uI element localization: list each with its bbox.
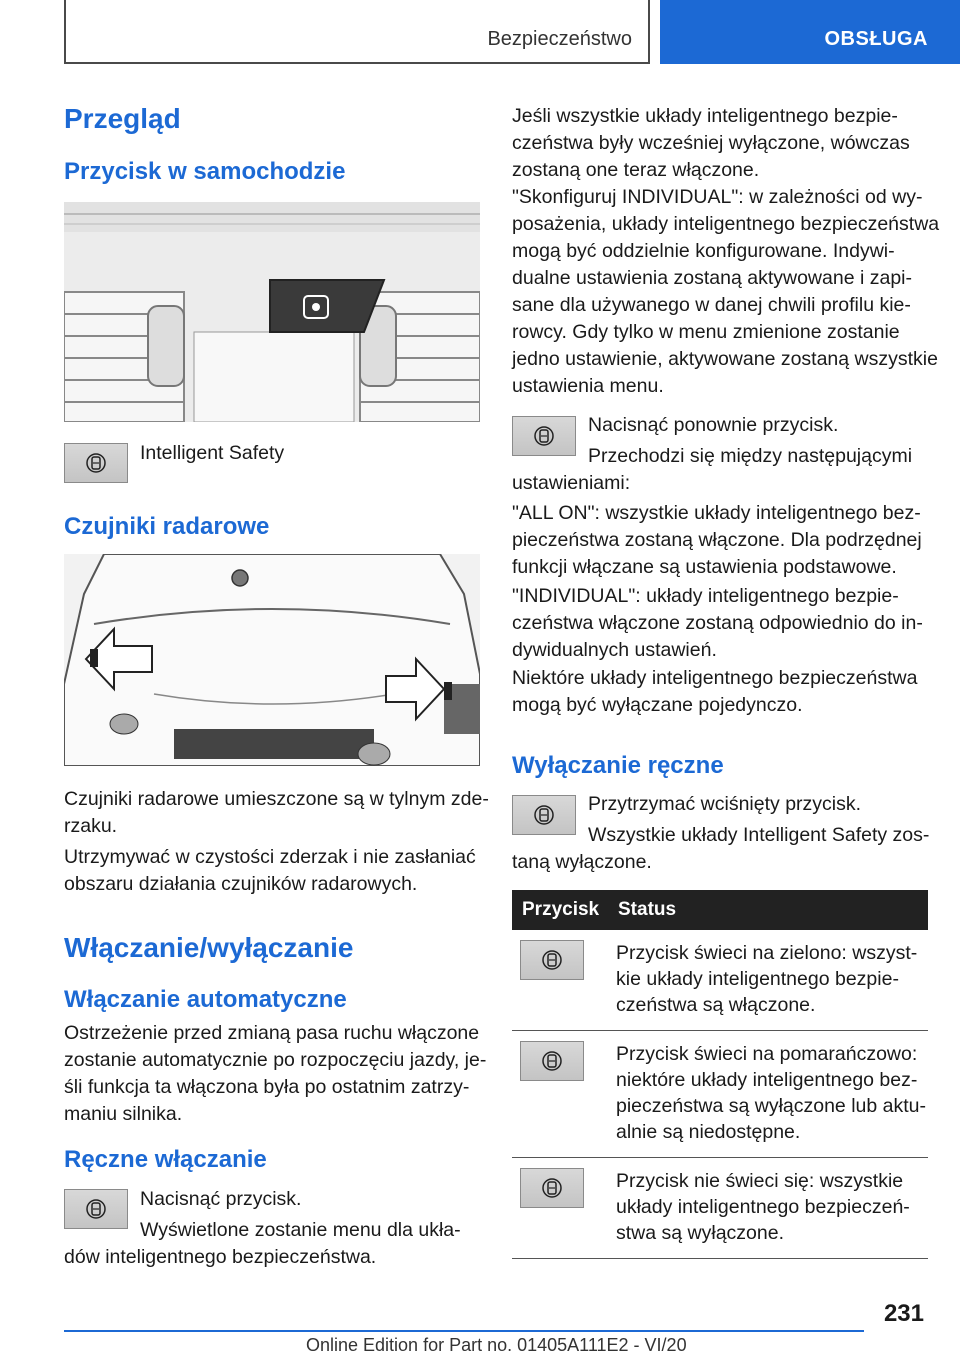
footer-edition: Online Edition for Part no. 01405A111E2 - VI/20: [306, 1335, 687, 1355]
cycles-text-1: Przechodzi się między następującymi: [588, 445, 913, 467]
press-again-text: Nacisnąć ponownie przycisk.: [588, 414, 839, 436]
footer-divider: [64, 1330, 864, 1332]
button-green-icon: [520, 940, 584, 980]
chapter-tab: [660, 0, 960, 64]
table-row: [512, 1031, 928, 1158]
intelligent-safety-icon: [534, 805, 554, 825]
intelligent-safety-icon: [534, 426, 554, 446]
page-title: Przegląd: [64, 103, 181, 134]
status-table: [512, 890, 928, 1259]
all-off-text-1: Wszystkie układy Intelligent Safety zos-: [588, 824, 930, 846]
right-paragraph-1: Jeśli wszystkie układy inteligentnego bezpie- czeństwa były wcześniej wyłączone, wówczas zostaną one teraz włączone.: [512, 105, 910, 181]
table-header-row: [512, 890, 928, 930]
radar-paragraph-2: Utrzymywać w czystości zderzak i nie zasłaniać obszaru działania czujników radarowych.: [64, 846, 476, 895]
heading-manual-on: Ręczne włączanie: [64, 1146, 267, 1173]
intelligent-safety-icon: [86, 1199, 106, 1219]
col-header-status: Status: [616, 890, 928, 930]
header-left-box: [64, 0, 650, 64]
press-again-button-icon: [512, 416, 576, 456]
status-cell: Przycisk świeci na zielono: wszyst- kie układy inteligentnego bezpie- czeństwa są włączone.: [616, 930, 928, 1031]
rear-bumper-image: [64, 554, 480, 766]
section-title: Bezpieczeństwo: [487, 28, 632, 50]
car-rear-illustration: [64, 554, 480, 766]
table-row: [512, 930, 928, 1031]
chapter-title: OBSŁUGA: [824, 28, 928, 50]
intelligent-safety-icon: [542, 1178, 562, 1198]
intelligent-safety-icon: [86, 453, 106, 473]
manual-off-button-icon: [512, 795, 576, 835]
intelligent-safety-button-icon: [64, 443, 128, 483]
heading-radar-sensors: Czujniki radarowe: [64, 513, 270, 540]
dashboard-button-image: [64, 202, 480, 422]
button-orange-icon: [520, 1041, 584, 1081]
all-off-text-2: taną wyłączone.: [512, 851, 652, 873]
button-off-icon: [520, 1168, 584, 1208]
hold-text: Przytrzymać wciśnięty przycisk.: [588, 793, 862, 815]
table-row: [512, 1158, 928, 1259]
col-header-button: Przycisk: [512, 890, 616, 930]
intelligent-safety-icon: [542, 950, 562, 970]
auto-paragraph: Ostrzeżenie przed zmianą pasa ruchu włączone zostanie automatycznie po rozpoczęciu jazdy, je- śli funkcja ta włączona była po ostatnim zatrzy- maniu silnika.: [64, 1022, 487, 1125]
intelligent-safety-icon: [542, 1051, 562, 1071]
status-cell: Przycisk nie świeci się: wszystkie układy inteligentnego bezpieczeń- stwa są wyłączone.: [616, 1158, 928, 1259]
manual-press-text: Nacisnąć przycisk.: [140, 1188, 302, 1210]
status-cell: Przycisk świeci na pomarańczowo: niektóre układy inteligentnego bez- pieczeństwa są wyłączone lub aktu- alnie są niedostępne.: [616, 1031, 928, 1158]
heading-auto-on: Włączanie automatyczne: [64, 986, 347, 1013]
manual-on-button-icon: [64, 1189, 128, 1229]
manual-menu-text-1: Wyświetlone zostanie menu dla ukła-: [140, 1219, 461, 1241]
cycles-text-2: ustawieniami:: [512, 472, 631, 494]
heading-button-in-car: Przycisk w samochodzie: [64, 158, 346, 185]
heading-on-off: Włączanie/wyłączanie: [64, 932, 354, 963]
radar-paragraph-1: Czujniki radarowe umieszczone są w tylnym zde- rzaku.: [64, 788, 489, 837]
page-number: 231: [883, 1300, 924, 1327]
icon-caption: Intelligent Safety: [140, 442, 285, 464]
right-paragraph-2: "Skonfiguruj INDIVIDUAL": w zależności od wy- posażenia, układy inteligentnego bezpieczeństwa mogą być oddzielnie konfigurowane. Indywi- dualne ustawienia zostaną aktywowane i zapi- sane dla używanego w danej chwili profilu kie- rowcy. Gdy tylko w menu zmienione zostanie jedno ustawienie, aktywowane zostaną wszystkie ustawienia menu.: [512, 186, 940, 397]
all-on-paragraph: "ALL ON": wszystkie układy inteligentnego bez- pieczeństwa zostaną włączone. Dla podrzędnej funkcji włączane są ustawienia podstawowe.: [512, 502, 922, 578]
individual-paragraph: "INDIVIDUAL": układy inteligentnego bezpie- czeństwa włączone zostaną odpowiednio do in- dywidualnych ustawień.: [512, 585, 923, 661]
dashboard-illustration: [64, 202, 480, 422]
heading-manual-off: Wyłączanie ręczne: [512, 752, 724, 779]
manual-menu-text-2: dów inteligentnego bezpieczeństwa.: [64, 1246, 377, 1268]
some-paragraph: Niektóre układy inteligentnego bezpieczeństwa mogą być wyłączane pojedynczo.: [512, 667, 918, 716]
